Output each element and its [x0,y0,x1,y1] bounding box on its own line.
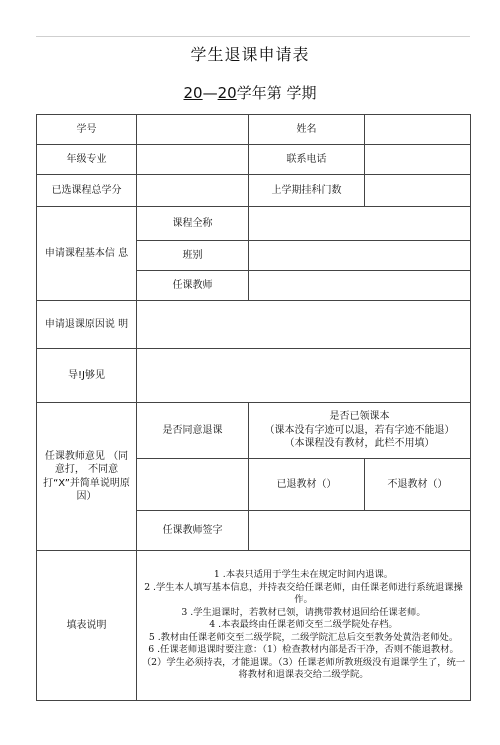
note-item: 1 .本表只适用于学生未在规定时间内退课。 [213,569,394,581]
teacher-label: 任课教师 [137,271,249,301]
academic-year-line [0,82,500,103]
teacher-opinion-label: 任课教师意见 （同意打， 不同意打“X”并简单说明原因） [37,403,137,551]
class-label: 班别 [137,241,249,271]
textbook-returned-option[interactable]: 已退教材（） [249,459,365,511]
year-dash: — [202,84,218,102]
phone-field[interactable] [365,145,471,175]
year-end: 20 [217,84,237,102]
note-item: 6 .任课老师退课时要注意：（1）检查教材内部是否干净，否则不能退教材。（2）学生必须持表，才能退课。（3）任课老师所教班级没有退课学生了，统一将教材和退课表交给二级学院。 [141,644,466,681]
note-item: 5 .教材由任课老师交至二级学院，二级学院汇总后交至教务处黄浩老师处。 [148,631,459,643]
teacher-field[interactable] [249,271,471,301]
failed-courses-field[interactable] [365,175,471,207]
phone-label: 联系电话 [249,145,365,175]
teacher-signature-field[interactable] [249,511,471,551]
note-item: 3 .学生退课时，若教材已领，请携带教材退回给任课老师。 [181,606,426,618]
student-id-field[interactable] [137,115,249,145]
withdrawal-form-table [36,114,471,701]
course-name-field[interactable] [249,207,471,241]
notes-list [137,551,471,701]
student-id-label: 学号 [37,115,137,145]
notes-label: 填表说明 [37,551,137,701]
form-title: 学生退课申请表 [190,45,310,64]
class-field[interactable] [249,241,471,271]
year-suffix: 学年第 学期 [236,84,317,102]
grade-major-label: 年级专业 [37,145,137,175]
agree-label: 是否同意退课 [137,403,249,459]
name-label: 姓名 [249,115,365,145]
top-rule [36,36,470,37]
textbook-not-returned-option[interactable]: 不退教材（） [365,459,471,511]
year-start: 20 [183,84,203,102]
advisor-opinion-field[interactable] [137,349,471,403]
advisor-opinion-label: 导!J够见 [37,349,137,403]
total-credits-label: 已选课程总学分 [37,175,137,207]
course-info-label: 申请课程基本信 息 [37,207,137,301]
grade-major-field[interactable] [137,145,249,175]
note-item: 4 .本表最终由任课老师交至二级学院处存档。 [209,619,398,631]
note-item: 2 .学生本人填写基本信息，并持表交给任课老师，由任课老师进行系统退课操作。 [144,581,463,606]
course-name-label: 课程全称 [137,207,249,241]
agree-field[interactable] [137,459,249,511]
name-field[interactable] [365,115,471,145]
reason-field[interactable] [137,301,471,349]
failed-courses-label: 上学期挂科门数 [249,175,365,207]
teacher-signature-label: 任课教师签字 [137,511,249,551]
reason-label: 申请退课原因说 明 [37,301,137,349]
total-credits-field[interactable] [137,175,249,207]
textbook-received-note: 是否已领课本 （课本没有字迹可以退，若有字迹不能退） （本课程没有教材，此栏不用填） [249,403,471,459]
